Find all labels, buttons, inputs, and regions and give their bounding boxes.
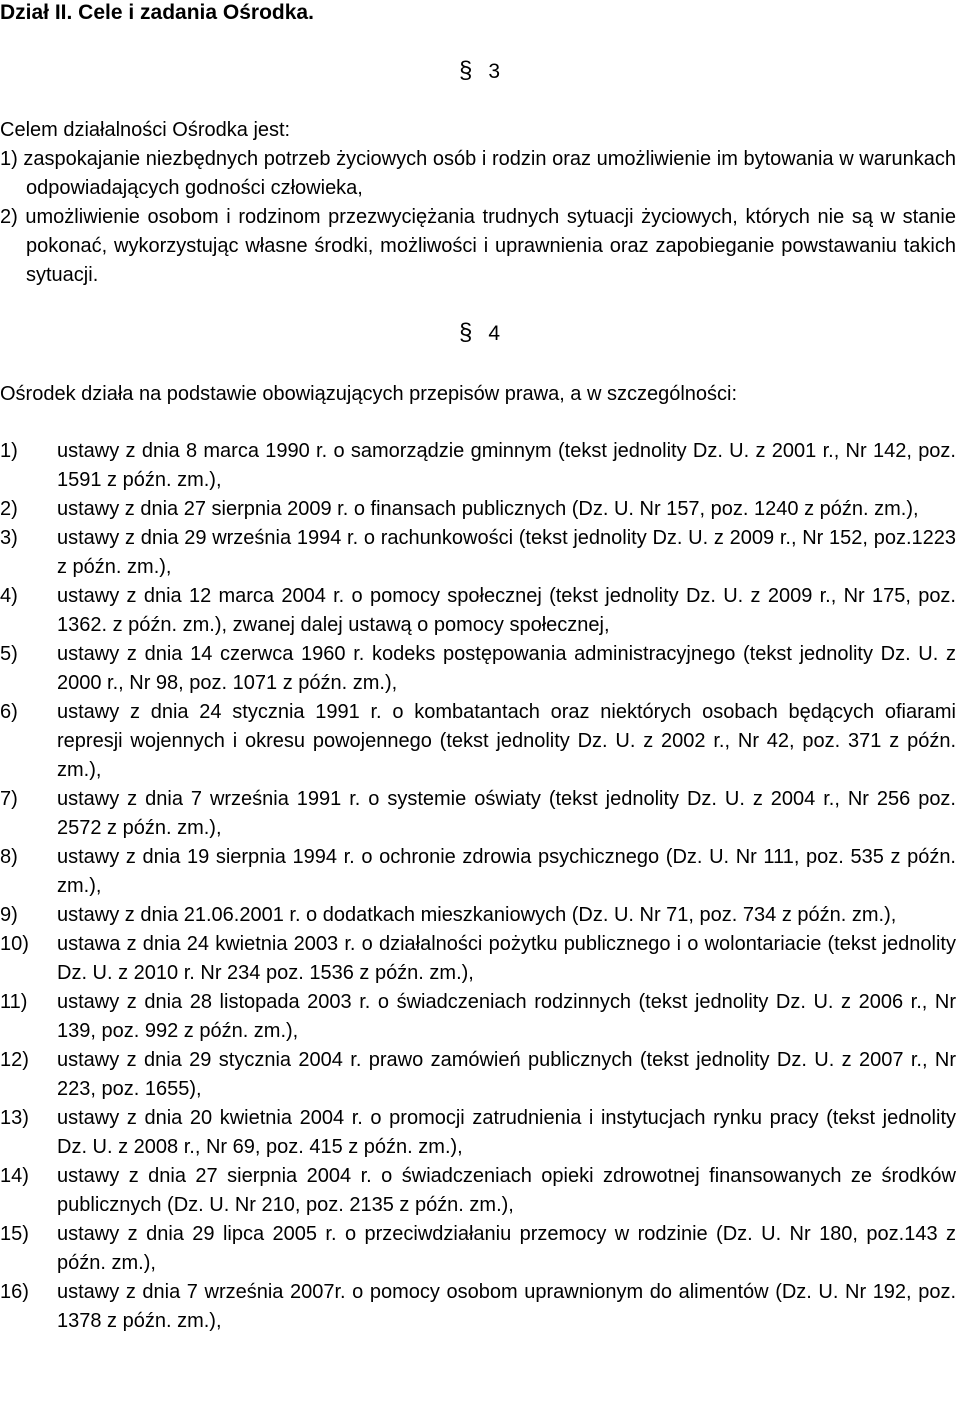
statute-number: 1)	[0, 440, 18, 462]
statute-number: 5)	[0, 643, 18, 665]
statute-number: 12)	[0, 1049, 29, 1071]
statute-text: ustawy z dnia 12 marca 2004 r. o pomocy społecznej (tekst jednolity Dz. U. z 2009 r., Nr 175, poz. 1362. z późn. zm.), zwanej dalej ustawą o pomocy społecznej,	[57, 585, 956, 636]
statute-item	[0, 930, 956, 988]
statute-text: ustawy z dnia 19 sierpnia 1994 r. o ochronie zdrowia psychicznego (Dz. U. Nr 111, poz. 535 z późn. zm.),	[57, 846, 956, 897]
statute-item	[0, 1162, 956, 1220]
statute-number: 2)	[0, 498, 18, 520]
statute-number: 10)	[0, 933, 29, 955]
statute-number: 14)	[0, 1165, 29, 1187]
statute-item	[0, 524, 956, 582]
paragraph-3-number: 3	[488, 60, 501, 83]
statute-item	[0, 698, 956, 785]
statute-item	[0, 901, 956, 930]
statute-item	[0, 495, 956, 524]
statute-text: ustawy z dnia 29 września 1994 r. o rachunkowości (tekst jednolity Dz. U. z 2009 r., Nr 152, poz.1223 z późn. zm.),	[57, 527, 956, 578]
statute-number: 7)	[0, 788, 18, 810]
section-sign: §	[459, 319, 473, 346]
paragraph-3-heading	[459, 58, 500, 85]
statute-text: ustawy z dnia 14 czerwca 1960 r. kodeks postępowania administracyjnego (tekst jednolity Dz. U. z 2000 r., Nr 98, poz. 1071 z późn. zm.),	[57, 643, 956, 694]
statute-item	[0, 582, 956, 640]
statute-text: ustawy z dnia 24 stycznia 1991 r. o kombatantach oraz niektórych osobach będących ofiarami represji wojennych i okresu powojennego (tekst jednolity Dz. U. z 2002 r., Nr 42, poz. 371 z późn. zm.),	[57, 701, 956, 781]
statute-number: 15)	[0, 1223, 29, 1245]
paragraph-4-lead: Ośrodek działa na podstawie obowiązujących przepisów prawa, a w szczególności:	[0, 383, 738, 405]
statute-text: ustawy z dnia 28 listopada 2003 r. o świadczeniach rodzinnych (tekst jednolity Dz. U. z 2006 r., Nr 139, poz. 992 z późn. zm.),	[57, 991, 956, 1042]
statute-number: 3)	[0, 527, 18, 549]
statute-item	[0, 1046, 956, 1104]
statute-text: ustawy z dnia 7 września 2007r. o pomocy osobom uprawnionym do alimentów (Dz. U. Nr 192, poz. 1378 z późn. zm.),	[57, 1281, 956, 1332]
statute-text: ustawa z dnia 24 kwietnia 2003 r. o działalności pożytku publicznego i o wolontariacie (tekst jednolity Dz. U. z 2010 r. Nr 234 poz. 1536 z późn. zm.),	[57, 933, 956, 984]
statute-text: ustawy z dnia 7 września 1991 r. o systemie oświaty (tekst jednolity Dz. U. z 2004 r., Nr 256 poz. 2572 z późn. zm.),	[57, 788, 956, 839]
paragraph-4-heading	[459, 320, 500, 347]
statute-text: ustawy z dnia 29 lipca 2005 r. o przeciwdziałaniu przemocy w rodzinie (Dz. U. Nr 180, poz.143 z późn. zm.),	[57, 1223, 956, 1274]
statute-number: 13)	[0, 1107, 29, 1129]
statute-number: 4)	[0, 585, 18, 607]
statute-text: ustawy z dnia 20 kwietnia 2004 r. o promocji zatrudnienia i instytucjach rynku pracy (tekst jednolity Dz. U. z 2008 r., Nr 69, poz. 415 z późn. zm.),	[57, 1107, 956, 1158]
statute-item	[0, 437, 956, 495]
statute-number: 16)	[0, 1281, 29, 1303]
paragraph-4-number: 4	[488, 322, 501, 345]
statute-item	[0, 988, 956, 1046]
statute-text: ustawy z dnia 8 marca 1990 r. o samorządzie gminnym (tekst jednolity Dz. U. z 2001 r., Nr 142, poz. 1591 z późn. zm.),	[57, 440, 956, 491]
statute-item	[0, 1220, 956, 1278]
statute-text: ustawy z dnia 27 sierpnia 2004 r. o świadczeniach opieki zdrowotnej finansowanych ze środków publicznych (Dz. U. Nr 210, poz. 2135 z późn. zm.),	[57, 1165, 956, 1216]
paragraph-3-item: 2) umożliwienie osobom i rodzinom przezwyciężania trudnych sytuacji życiowych, których nie są w stanie pokonać, wykorzystując własne środki, możliwości i uprawnienia oraz zapobieganie powstawaniu takich sytuacji.	[0, 206, 956, 286]
statute-number: 9)	[0, 904, 18, 926]
statute-text: ustawy z dnia 29 stycznia 2004 r. prawo zamówień publicznych (tekst jednolity Dz. U. z 2007 r., Nr 223, poz. 1655),	[57, 1049, 956, 1100]
paragraph-3-lead: Celem działalności Ośrodka jest:	[0, 119, 291, 141]
statute-number: 11)	[0, 991, 28, 1013]
statute-text: ustawy z dnia 21.06.2001 r. o dodatkach mieszkaniowych (Dz. U. Nr 71, poz. 734 z późn. zm.),	[57, 904, 897, 926]
statute-item	[0, 1104, 956, 1162]
statute-list	[0, 437, 956, 1336]
statute-text: ustawy z dnia 27 sierpnia 2009 r. o finansach publicznych (Dz. U. Nr 157, poz. 1240 z późn. zm.),	[57, 498, 919, 520]
statute-item	[0, 1278, 956, 1336]
statute-number: 6)	[0, 701, 18, 723]
statute-item	[0, 640, 956, 698]
paragraph-3-item: 1) zaspokajanie niezbędnych potrzeb życiowych osób i rodzin oraz umożliwienie im bytowania w warunkach odpowiadających godności człowieka,	[0, 148, 956, 199]
statute-number: 8)	[0, 846, 18, 868]
statute-item	[0, 843, 956, 901]
section-title: Dział II. Cele i zadania Ośrodka.	[0, 1, 314, 24]
section-sign: §	[459, 57, 473, 84]
paragraph-3-body	[0, 116, 956, 290]
statute-item	[0, 785, 956, 843]
